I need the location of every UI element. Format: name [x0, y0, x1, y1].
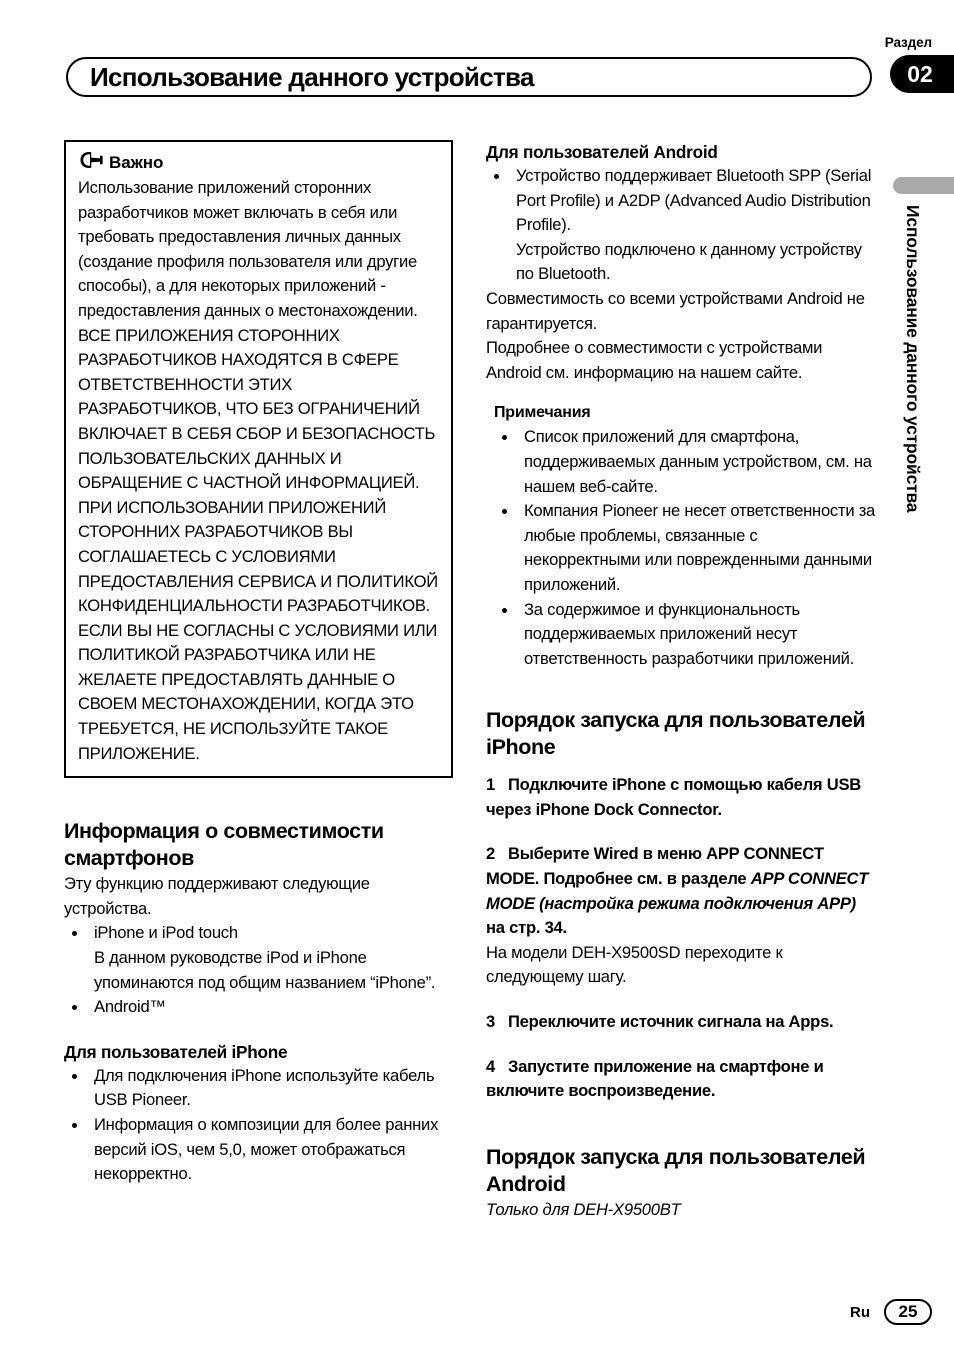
step-text: Выберите Wired в меню APP CONNECT MODE. Подробнее см. в разделе — [486, 844, 824, 889]
step-number: 1 — [486, 775, 495, 795]
startup-step-2-note: На модели DEH-X9500SD переходите к следующему шагу. — [486, 942, 783, 987]
step-number: 2 — [486, 844, 495, 864]
bullet-dot-icon — [502, 608, 507, 613]
list-item — [64, 1064, 456, 1113]
important-wrench-icon — [78, 151, 104, 174]
page-number: 25 — [884, 1299, 932, 1325]
compat-bullet-0-sub: В данном руководстве iPod и iPhone упоминаются под общим названием “iPhone”. — [94, 948, 436, 992]
bullet-dot-icon — [72, 1005, 77, 1010]
step-text-post: на стр. 34. — [486, 918, 567, 938]
step-text: Подключите iPhone с помощью кабеля USB через iPhone Dock Connector. — [486, 775, 862, 819]
side-tab-label: Использование данного устройства — [903, 205, 923, 513]
side-tab-marker — [893, 177, 954, 194]
bullet-dot-icon — [502, 509, 507, 514]
compat-intro: Эту функцию поддерживают следующие устройства. — [64, 874, 370, 918]
android-users-heading: Для пользователей Android — [486, 142, 718, 162]
list-item — [64, 921, 456, 995]
section-label: Раздел — [884, 35, 932, 50]
android-startup-subtitle: Только для DEH-X9500BT — [486, 1199, 681, 1219]
bullet-dot-icon — [72, 931, 77, 936]
compat-bullet-0-text: iPhone и iPod touch — [94, 923, 238, 943]
right-column — [486, 140, 878, 1222]
notes-heading: Примечания — [494, 404, 591, 422]
list-item — [486, 164, 878, 287]
list-item — [64, 1113, 456, 1187]
important-label: Важно — [109, 153, 164, 172]
android-users-bullet-0-text: Устройство поддерживает Bluetooth SPP (Serial Port Profile) и A2DP (Advanced Audio Distribution Profile). — [516, 166, 872, 235]
bullet-dot-icon — [72, 1123, 77, 1128]
page-title: Использование данного устройства — [90, 61, 534, 92]
compat-bullet-1-text: Android™ — [94, 997, 166, 1017]
list-item — [494, 425, 878, 499]
note-item-0: Список приложений для смартфона, поддерживаемых данным устройством, см. на нашем веб-сайте. — [524, 427, 872, 496]
iphone-users-bullet-list — [64, 1064, 456, 1187]
iphone-users-bullet-0: Для подключения iPhone используйте кабель USB Pioneer. — [94, 1065, 435, 1110]
notes-list — [486, 425, 878, 671]
left-column — [64, 140, 456, 1187]
language-code: Ru — [850, 1303, 870, 1321]
list-item — [494, 598, 878, 672]
page-title-pill — [66, 57, 872, 97]
startup-step-2 — [486, 842, 878, 940]
bullet-dot-icon — [72, 1074, 77, 1079]
note-item-2: За содержимое и функциональность поддерживаемых приложений несут ответственность разработчики приложений. — [524, 599, 855, 668]
startup-step-4 — [486, 1055, 878, 1104]
iphone-startup-heading: Порядок запуска для пользователей iPhone — [486, 708, 866, 760]
iphone-users-bullet-1: Информация о композиции для более ранних версий iOS, чем 5,0, может отображаться некорректно. — [94, 1115, 439, 1184]
compat-heading: Информация о совместимости смартфонов — [64, 819, 384, 871]
compat-bullet-list — [64, 921, 456, 1019]
step-text: Переключите источник сигнала на Apps. — [507, 1012, 834, 1032]
list-item — [64, 995, 456, 1020]
page-header — [0, 0, 954, 115]
android-users-bullet-list — [486, 164, 878, 287]
startup-step-1 — [486, 773, 878, 822]
section-number-badge: 02 — [890, 55, 954, 93]
step-text-italic: APP CONNECT MODE (настройка режима подключения APP) — [486, 869, 869, 913]
bullet-dot-icon — [494, 174, 499, 179]
step-number: 4 — [486, 1056, 495, 1076]
list-item — [494, 499, 878, 597]
android-paragraph-1: Совместимость со всеми устройствами Android не гарантируется. — [486, 288, 865, 333]
android-startup-heading: Порядок запуска для пользователей Android — [486, 1144, 866, 1196]
important-paragraph-1: Использование приложений сторонних разработчиков может включать в себя или требовать предоставления личных данных (создание профиля пользователя или другие способы), а для некоторых приложений - предоставления данных о местонахождении. — [78, 178, 418, 320]
important-box — [64, 140, 453, 778]
startup-step-3 — [486, 1010, 878, 1035]
android-paragraph-2: Подробнее о совместимости с устройствами Android см. информацию на нашем сайте. — [486, 338, 823, 382]
android-users-bullet-0-sub: Устройство подключено к данному устройству по Bluetooth. — [516, 239, 862, 284]
step-text: Запустите приложение на смартфоне и включите воспроизведение. — [486, 1056, 824, 1101]
iphone-users-heading: Для пользователей iPhone — [64, 1041, 288, 1062]
bullet-dot-icon — [502, 435, 507, 440]
important-header — [78, 151, 439, 174]
important-paragraph-2: ВСЕ ПРИЛОЖЕНИЯ СТОРОННИХ РАЗРАБОТЧИКОВ НАХОДЯТСЯ В СФЕРЕ ОТВЕТСТВЕННОСТИ ЭТИХ РАЗРАБОТЧИКОВ, ЧТО БЕЗ ОГРАНИЧЕНИЙ ВКЛЮЧАЕТ В СЕБЯ СБОР И БЕЗОПАСНОСТЬ ПОЛЬЗОВАТЕЛЬСКИХ ДАННЫХ И ОБРАЩЕНИЕ С ЧАСТНОЙ ИНФОРМАЦИЕЙ. ПРИ ИСПОЛЬЗОВАНИИ ПРИЛОЖЕНИЙ СТОРОННИХ РАЗРАБОТЧИКОВ ВЫ СОГЛАШАЕТЕСЬ С УСЛОВИЯМИ ПРЕДОСТАВЛЕНИЯ СЕРВИСА И ПОЛИТИКОЙ КОНФИДЕНЦИАЛЬНОСТИ РАЗРАБОТЧИКОВ. ЕСЛИ ВЫ НЕ СОГЛАСНЫ С УСЛОВИЯМИ ИЛИ ПОЛИТИКОЙ РАЗРАБОТЧИКА ИЛИ НЕ ЖЕЛАЕТЕ ПРЕДОСТАВЛЯТЬ ДАННЫЕ О СВОЕМ МЕСТОНАХОЖДЕНИИ, КОГДА ЭТО ТРЕБУЕТСЯ, НЕ ИСПОЛЬЗУЙТЕ ТАКОЕ ПРИЛОЖЕНИЕ. — [78, 325, 438, 763]
step-number: 3 — [486, 1012, 495, 1032]
page-footer — [850, 1299, 932, 1325]
note-item-1: Компания Pioneer не несет ответственности за любые проблемы, связанные с некорректными или поврежденными данными приложений. — [524, 501, 876, 594]
